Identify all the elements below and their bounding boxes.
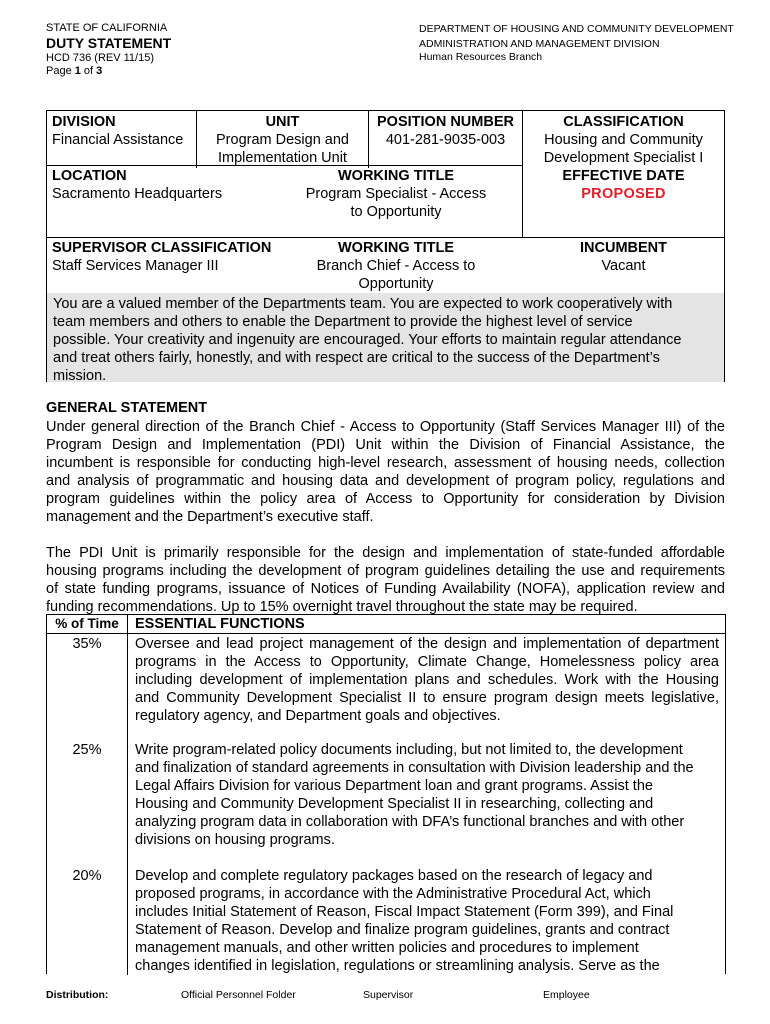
branch-name: Human Resources Branch <box>419 51 543 63</box>
effective-date-value: PROPOSED <box>581 186 666 202</box>
essential-functions-header: ESSENTIAL FUNCTIONS <box>135 616 305 632</box>
unit-value-2: Implementation Unit <box>218 150 347 166</box>
employee-expectations-statement <box>47 293 724 382</box>
effective-date-label: EFFECTIVE DATE <box>562 168 685 184</box>
page-current: 1 <box>74 65 81 77</box>
statement-line: and treat others fairly, honestly, and with respect are critical to the success of the Department’s <box>53 350 660 366</box>
paragraph-line: management and the Department’s executive staff. <box>46 509 374 525</box>
general-statement-paragraph-2 <box>46 544 725 616</box>
paragraph-line: Under general direction of the Branch Chief - Access to Opportunity (Staff Services Manager III) of the <box>46 419 725 435</box>
form-header-left <box>46 22 171 78</box>
unit-value-1: Program Design and <box>216 132 349 148</box>
distribution-employee: Employee <box>543 989 590 1001</box>
working-title-value-1: Program Specialist - Access <box>305 186 487 202</box>
division-cell <box>52 113 183 149</box>
general-statement-title: GENERAL STATEMENT <box>46 400 208 416</box>
division-name: ADMINISTRATION AND MANAGEMENT DIVISION <box>419 38 660 50</box>
unit-label: UNIT <box>265 114 300 130</box>
statement-line: You are a valued member of the Departments team. You are expected to work cooperatively with <box>53 296 673 312</box>
function-line: including development of implementation plans and schedules. Work with the Housing <box>135 672 719 688</box>
state-label: STATE OF CALIFORNIA <box>46 22 168 34</box>
unit-cell <box>197 113 368 167</box>
working-title-cell <box>293 167 499 221</box>
function-line: includes Initial Statement of Reason, Fiscal Impact Statement (Form 399), and Final <box>135 904 674 920</box>
function-line: analyzing program data in collaboration with DFA’s functional branches and with other <box>135 814 685 830</box>
paragraph-line: program guidelines within the policy area of Access to Opportunity for consideration by Division <box>46 491 725 507</box>
paragraph-line: Program Design and Implementation (PDI) Unit within the Division of Financial Assistance, the <box>46 437 725 453</box>
location-value: Sacramento Headquarters <box>52 186 223 202</box>
paragraph-line: incumbent is responsible for conducting high-level research, assessment of housing needs, collection <box>46 455 725 471</box>
distribution-supervisor: Supervisor <box>363 989 414 1001</box>
supervisor-title-label: WORKING TITLE <box>338 240 454 256</box>
document-title: DUTY STATEMENT <box>46 35 172 51</box>
incumbent-cell <box>523 239 724 275</box>
function-description <box>135 867 719 975</box>
distribution-label: Distribution: <box>46 989 109 1001</box>
incumbent-value: Vacant <box>601 258 646 274</box>
function-percent: 25% <box>72 742 102 758</box>
working-title-label: WORKING TITLE <box>338 168 454 184</box>
supervisor-class-label: SUPERVISOR CLASSIFICATION <box>52 240 272 256</box>
function-line: regulatory agency, and Department goals and objectives. <box>135 708 501 724</box>
function-line: programs in the Access to Opportunity, Climate Change, Homelessness policy area <box>135 654 719 670</box>
function-percent: 35% <box>72 636 102 652</box>
page-total: 3 <box>96 65 103 77</box>
page-indicator: Page 1 of 3 <box>46 65 103 77</box>
function-description <box>135 635 719 725</box>
function-line: Oversee and lead project management of the design and implementation of department <box>135 636 719 652</box>
department-name: DEPARTMENT OF HOUSING AND COMMUNITY DEVELOPMENT <box>419 23 734 35</box>
function-line: divisions on housing programs. <box>135 832 335 848</box>
classification-label: CLASSIFICATION <box>563 114 684 130</box>
classification-cell <box>523 113 724 203</box>
distribution-personnel-folder: Official Personnel Folder <box>181 989 296 1001</box>
position-number-cell <box>369 113 522 149</box>
position-number-value: 401-281-9035-003 <box>385 132 506 148</box>
division-label: DIVISION <box>52 114 116 130</box>
classification-value-1: Housing and Community <box>544 132 703 148</box>
function-line: changes identified in legislation, regulations or streamlining analysis. Serve as the <box>135 958 660 974</box>
statement-line: team members and others to enable the Department to provide the highest level of service <box>53 314 633 330</box>
function-line: Write program-related policy documents including, but not limited to, the development <box>135 742 683 758</box>
general-statement-paragraph-1 <box>46 418 725 526</box>
function-line: proposed programs, in accordance with the Administrative Procedural Act, which <box>135 886 651 902</box>
function-line: Statement of Reason. Develop and finalize program guidelines, grants and contract <box>135 922 670 938</box>
position-number-label: POSITION NUMBER <box>377 114 514 130</box>
supervisor-class-cell <box>52 239 271 275</box>
division-value: Financial Assistance <box>52 132 184 148</box>
essential-functions-table <box>46 614 726 974</box>
function-line: Develop and complete regulatory packages based on the research of legacy and <box>135 868 653 884</box>
function-line: and finalization of standard agreements in consultation with Division leadership and the <box>135 760 694 776</box>
paragraph-line: and analysis of programmatic and housing data and development of program policy, regulations and <box>46 473 725 489</box>
percent-time-header: % of Time <box>55 616 119 631</box>
supervisor-class-value: Staff Services Manager III <box>52 258 219 274</box>
supervisor-title-value-1: Branch Chief - Access to <box>316 258 476 274</box>
function-line: management manuals, and other written policies and procedures to implement <box>135 940 639 956</box>
statement-line: possible. Your creativity and ingenuity are encouraged. Your efforts to maintain regular attendance <box>53 332 682 348</box>
function-percent: 20% <box>72 868 102 884</box>
location-label: LOCATION <box>52 168 127 184</box>
working-title-value-2: to Opportunity <box>350 204 442 220</box>
paragraph-line: housing programs including the development of program guidelines detailing the use and requirements <box>46 563 725 579</box>
paragraph-line: of state funding programs, issuance of Notices of Funding Availability (NOFA), application review and <box>46 581 725 597</box>
function-line: and Community Development Specialist II to ensure program design meets legislative, <box>135 690 719 706</box>
form-code: HCD 736 (REV 11/15) <box>46 52 155 64</box>
paragraph-line: The PDI Unit is primarily responsible for the design and implementation of state-funded affordable <box>46 545 725 561</box>
statement-line: mission. <box>53 368 107 384</box>
classification-value-2: Development Specialist I <box>543 150 704 166</box>
supervisor-title-cell <box>293 239 499 293</box>
form-header-right <box>419 22 734 64</box>
position-info-table <box>46 110 725 382</box>
function-description <box>135 741 719 849</box>
function-line: Legal Affairs Division for various Department loan and grant programs. Assist the <box>135 778 653 794</box>
supervisor-title-value-2: Opportunity <box>358 276 434 292</box>
incumbent-label: INCUMBENT <box>580 240 667 256</box>
paragraph-line: funding recommendations. Up to 15% overnight travel throughout the state may be required. <box>46 599 638 615</box>
location-cell <box>52 167 222 203</box>
function-line: Housing and Community Development Specialist II in researching, collecting and <box>135 796 654 812</box>
